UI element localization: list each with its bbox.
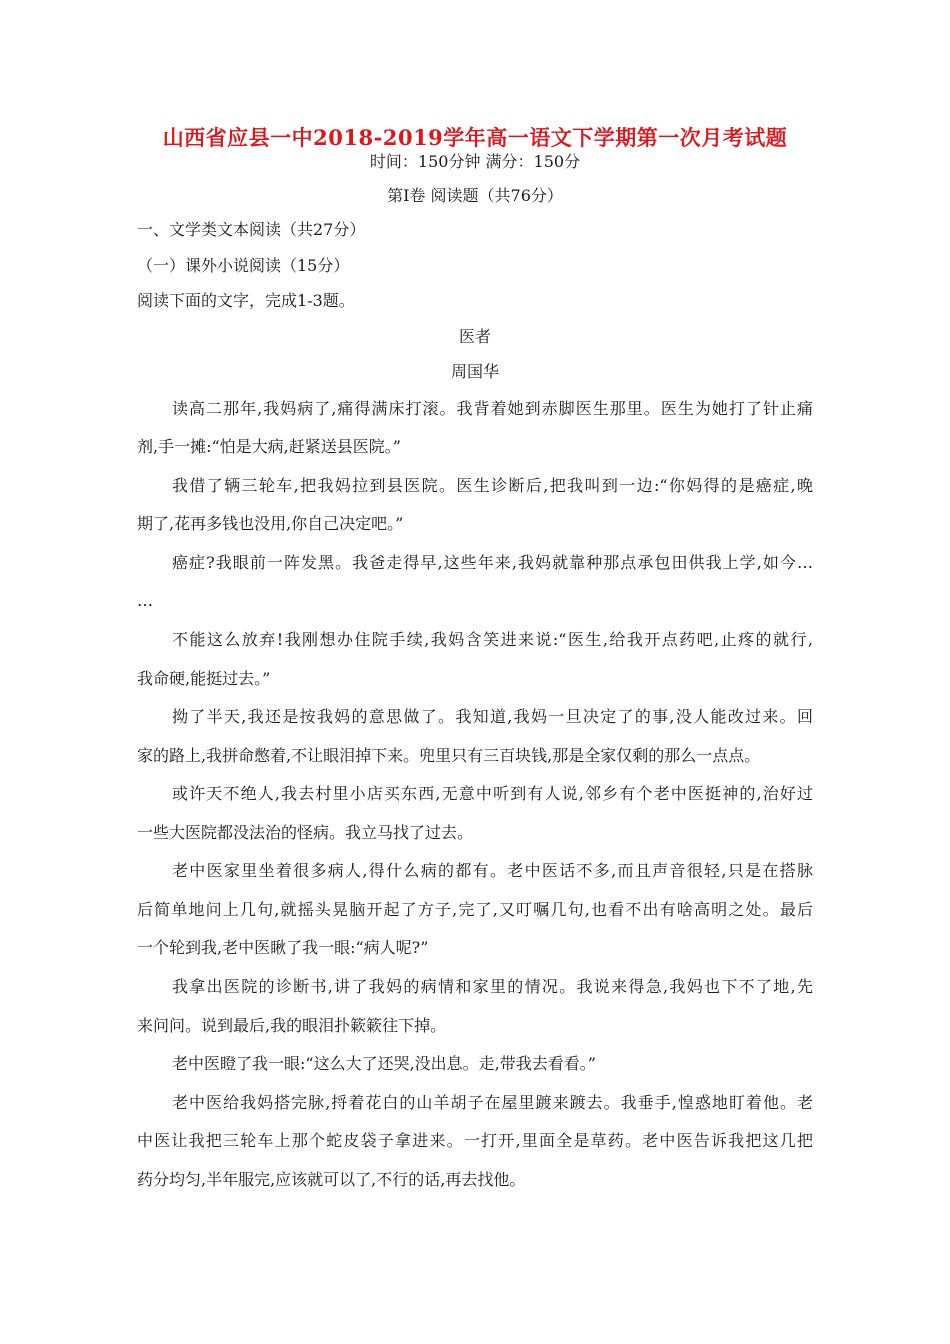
exam-time-info: 时间：150分钟 满分：150分 [369, 152, 581, 171]
paragraph-line: 来问问。说到最后,我的眼泪扑簌簌往下掉。 [137, 1016, 447, 1035]
story-title: 医者 [458, 327, 491, 346]
paragraph-line: 一些大医院都没法治的怪病。我立马找了过去。 [137, 823, 474, 842]
paragraph-line: 我命硬,能挺过去。” [137, 669, 271, 688]
paragraph-line: 不能这么放弃!我刚想办住院手续,我妈含笑进来说:“医生,给我开点药吧,止疼的就行, [172, 630, 813, 649]
document-title: 山西省应县一中2018-2019学年高一语文下学期第一次月考试题 [162, 125, 788, 150]
instruction-text: 阅读下面的文字，完成1-3题。 [137, 291, 355, 310]
paragraph-line: 癌症?我眼前一阵发黑。我爸走得早,这些年来,我妈就靠种那点承包田供我上学,如今… [172, 553, 813, 572]
paragraph-line: 中医让我把三轮车上那个蛇皮袋子拿进来。一打开,里面全是草药。老中医告诉我把这几把 [137, 1131, 813, 1150]
paragraph-line: 读高二那年,我妈病了,痛得满床打滚。我背着她到赤脚医生那里。医生为她打了针止痛 [172, 399, 813, 418]
paragraph-line: 剂,手一摊:“怕是大病,赶紧送县医院。” [137, 437, 401, 456]
paragraph-line: 老中医瞪了我一眼:“这么大了还哭,没出息。走,带我去看看。” [172, 1054, 596, 1073]
paragraph-line: 期了,花再多钱也没用,你自己决定吧。” [137, 514, 404, 533]
paragraph-line: 我借了辆三轮车,把我妈拉到县医院。医生诊断后,把我叫到一边:“你妈得的是癌症,晚 [172, 476, 813, 495]
paragraph-line: 老中医家里坐着很多病人,得什么病的都有。老中医话不多,而且声音很轻,只是在搭脉 [172, 861, 813, 880]
paragraph-line: … [137, 591, 153, 610]
paragraph-line: 拗了半天,我还是按我妈的意思做了。我知道,我妈一旦决定了的事,没人能改过来。回 [172, 707, 813, 726]
volume-heading: 第Ⅰ卷 阅读题（共76分） [387, 186, 563, 205]
paragraph-line: 后简单地问上几句,就摇头晃脑开起了方子,完了,又叮嘱几句,也看不出有啥高明之处。最后 [137, 900, 813, 919]
subsection-heading: （一）课外小说阅读（15分） [137, 256, 350, 275]
paragraph-line: 我拿出医院的诊断书,讲了我妈的病情和家里的情况。我说来得急,我妈也下不了地,先 [172, 977, 813, 996]
paragraph-line: 老中医给我妈搭完脉,捋着花白的山羊胡子在屋里踱来踱去。我垂手,惶惑地盯着他。老 [172, 1093, 813, 1112]
part-heading: 一、文学类文本阅读（共27分） [137, 220, 366, 239]
paragraph-line: 一个轮到我,老中医瞅了我一眼:“病人呢?” [137, 938, 429, 957]
story-author: 周国华 [450, 362, 499, 381]
paragraph-line: 或许天不绝人,我去村里小店买东西,无意中听到有人说,邻乡有个老中医挺神的,治好过 [172, 784, 813, 803]
paragraph-line: 药分均匀,半年服完,应该就可以了,不行的话,再去找他。 [137, 1170, 526, 1189]
paragraph-line: 家的路上,我拼命憋着,不让眼泪掉下来。兜里只有三百块钱,那是全家仅剩的那么一点点。 [137, 746, 761, 765]
